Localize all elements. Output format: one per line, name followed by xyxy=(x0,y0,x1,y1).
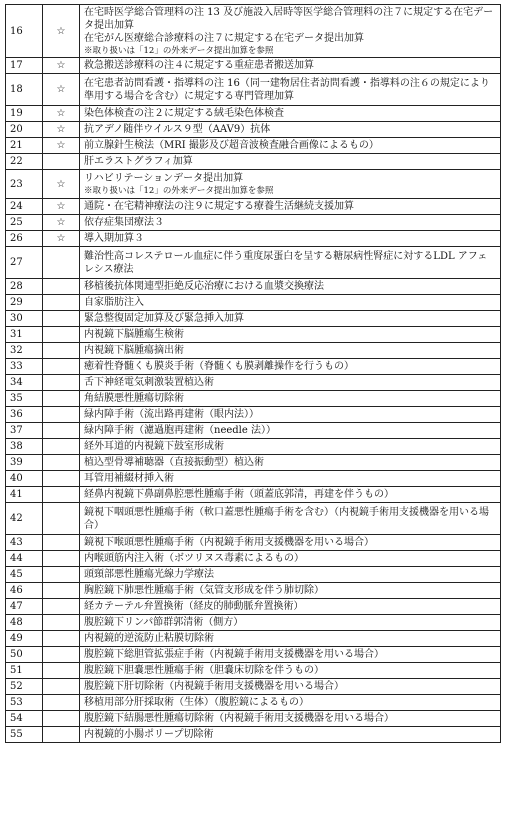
star-mark xyxy=(43,311,80,327)
item-name xyxy=(80,503,501,535)
row-number: 28 xyxy=(6,279,43,295)
table-row xyxy=(6,695,501,711)
item-name xyxy=(80,423,501,439)
item-name xyxy=(80,487,501,503)
item-name-line: 肝エラストグラフィ加算 xyxy=(84,156,193,167)
item-name-line: 在宅時医学総合管理料の注 13 及び施設入居時等医学総合管理料の注７に規定する在宅データ提出加算 xyxy=(84,6,494,31)
table-row xyxy=(6,551,501,567)
item-name xyxy=(80,439,501,455)
row-number: 54 xyxy=(6,711,43,727)
table-row xyxy=(6,311,501,327)
item-name xyxy=(80,711,501,727)
table-row xyxy=(6,343,501,359)
star-mark xyxy=(43,359,80,375)
table-row xyxy=(6,711,501,727)
row-number: 52 xyxy=(6,679,43,695)
star-mark: ☆ xyxy=(43,231,80,247)
item-name xyxy=(80,599,501,615)
star-mark xyxy=(43,455,80,471)
item-name-line: 腹腔鏡下総胆管拡張症手術（内視鏡手術用支援機器を用いる場合） xyxy=(84,649,384,660)
item-name-line: 自家脂肪注入 xyxy=(84,297,144,308)
table-row xyxy=(6,154,501,170)
item-name-line: 染色体検査の注２に規定する絨毛染色体検査 xyxy=(84,108,284,119)
star-mark xyxy=(43,663,80,679)
item-name xyxy=(80,199,501,215)
item-name xyxy=(80,695,501,711)
star-mark xyxy=(43,631,80,647)
star-mark xyxy=(43,391,80,407)
table-row xyxy=(6,631,501,647)
item-name-line: 癒着性脊髄くも膜炎手術（脊髄くも膜剥離操作を行うもの） xyxy=(84,361,354,372)
item-name xyxy=(80,631,501,647)
table-row xyxy=(6,375,501,391)
item-name-line: 在宅がん医療総合診療料の注７に規定する在宅データ提出加算 xyxy=(84,32,364,44)
item-name-line: 内視鏡的小腸ポリープ切除術 xyxy=(84,729,214,740)
star-mark: ☆ xyxy=(43,58,80,74)
table-row xyxy=(6,295,501,311)
row-number: 36 xyxy=(6,407,43,423)
star-mark xyxy=(43,439,80,455)
item-name-line: 難治性高コレステロール血症に伴う重度尿蛋白を呈する糖尿病性腎症に対するLDL アフェレシス療法 xyxy=(84,250,488,275)
item-name-line: 腹腔鏡下リンパ節群郭清術（側方） xyxy=(84,617,244,628)
table-row xyxy=(6,231,501,247)
table-row xyxy=(6,359,501,375)
row-number: 27 xyxy=(6,247,43,279)
item-name-line: 通院・在宅精神療法の注９に規定する療養生活継続支援加算 xyxy=(84,201,354,212)
item-name xyxy=(80,138,501,154)
row-number: 30 xyxy=(6,311,43,327)
item-name xyxy=(80,471,501,487)
row-number: 23 xyxy=(6,170,43,199)
table-row xyxy=(6,535,501,551)
star-mark xyxy=(43,327,80,343)
item-name-line: 腹腔鏡下肝切除術（内視鏡手術用支援機器を用いる場合） xyxy=(84,681,344,692)
item-name xyxy=(80,106,501,122)
star-mark: ☆ xyxy=(43,74,80,106)
item-name xyxy=(80,375,501,391)
item-name-line: 耳管用補綴材挿入術 xyxy=(84,473,174,484)
star-mark xyxy=(43,727,80,743)
item-name-line: 緊急整復固定加算及び緊急挿入加算 xyxy=(84,313,244,324)
star-mark: ☆ xyxy=(43,106,80,122)
table-row xyxy=(6,647,501,663)
star-mark: ☆ xyxy=(43,215,80,231)
item-name xyxy=(80,551,501,567)
item-name xyxy=(80,663,501,679)
item-name-line: 頭頸部悪性腫瘍光線力学療法 xyxy=(84,569,214,580)
table-row xyxy=(6,487,501,503)
row-number: 33 xyxy=(6,359,43,375)
star-mark xyxy=(43,679,80,695)
row-number: 35 xyxy=(6,391,43,407)
facility-standards-table xyxy=(5,4,501,743)
row-number: 50 xyxy=(6,647,43,663)
table-row xyxy=(6,423,501,439)
row-number: 18 xyxy=(6,74,43,106)
table-row xyxy=(6,439,501,455)
star-mark xyxy=(43,599,80,615)
item-name-line: 内視鏡下脳腫瘍摘出術 xyxy=(84,345,184,356)
row-number: 21 xyxy=(6,138,43,154)
star-mark xyxy=(43,471,80,487)
row-number: 24 xyxy=(6,199,43,215)
item-name-line: 導入期加算３ xyxy=(84,233,144,244)
star-mark xyxy=(43,154,80,170)
item-name xyxy=(80,455,501,471)
item-name xyxy=(80,170,501,199)
star-mark xyxy=(43,551,80,567)
item-name-line: 依存症集団療法３ xyxy=(84,217,164,228)
table-row xyxy=(6,247,501,279)
table-row xyxy=(6,599,501,615)
item-name xyxy=(80,535,501,551)
item-name xyxy=(80,407,501,423)
star-mark xyxy=(43,503,80,535)
row-number: 48 xyxy=(6,615,43,631)
star-mark xyxy=(43,583,80,599)
item-name-line: 内喉頭筋内注入術（ボツリヌス毒素によるもの） xyxy=(84,553,304,564)
row-number: 19 xyxy=(6,106,43,122)
item-name xyxy=(80,154,501,170)
item-name-line: 胸腔鏡下肺悪性腫瘍手術（気管支形成を伴う肺切除） xyxy=(84,585,324,596)
row-number: 53 xyxy=(6,695,43,711)
item-name-line: 植込型骨導補聴器（直接振動型）植込術 xyxy=(84,457,264,468)
item-name-line: 内視鏡下脳腫瘍生検術 xyxy=(84,329,184,340)
item-note: ※取り扱いは「12」の外来データ提出加算を参照 xyxy=(84,45,274,56)
row-number: 39 xyxy=(6,455,43,471)
table-row xyxy=(6,279,501,295)
table-row xyxy=(6,58,501,74)
row-number: 43 xyxy=(6,535,43,551)
row-number: 31 xyxy=(6,327,43,343)
star-mark: ☆ xyxy=(43,199,80,215)
star-mark xyxy=(43,423,80,439)
item-name-line: 腹腔鏡下結腸悪性腫瘍切除術（内視鏡手術用支援機器を用いる場合） xyxy=(84,713,394,724)
row-number: 51 xyxy=(6,663,43,679)
table-row xyxy=(6,567,501,583)
item-name-line: 前立腺針生検法（MRI 撮影及び超音波検査融合画像によるもの） xyxy=(84,140,379,151)
item-name-line: 緑内障手術（流出路再建術（眼内法）） xyxy=(84,409,259,420)
table-row xyxy=(6,503,501,535)
item-name xyxy=(80,5,501,58)
item-name-line: 移植用部分肝採取術（生体）（腹腔鏡によるもの） xyxy=(84,697,309,708)
item-name xyxy=(80,359,501,375)
star-mark: ☆ xyxy=(43,170,80,199)
row-number: 41 xyxy=(6,487,43,503)
row-number: 49 xyxy=(6,631,43,647)
item-name-line: 舌下神経電気刺激装置植込術 xyxy=(84,377,214,388)
item-name xyxy=(80,279,501,295)
row-number: 38 xyxy=(6,439,43,455)
star-mark xyxy=(43,615,80,631)
table-row xyxy=(6,215,501,231)
item-name xyxy=(80,311,501,327)
row-number: 44 xyxy=(6,551,43,567)
table-row xyxy=(6,74,501,106)
item-name-line: 鏡視下咽頭悪性腫瘍手術（軟口蓋悪性腫瘍手術を含む）（内視鏡手術用支援機器を用いる場合） xyxy=(84,506,489,531)
row-number: 45 xyxy=(6,567,43,583)
item-name xyxy=(80,679,501,695)
star-mark: ☆ xyxy=(43,138,80,154)
item-name xyxy=(80,615,501,631)
item-name xyxy=(80,247,501,279)
table-row xyxy=(6,106,501,122)
item-name-line: 移植後抗体関連型拒絶反応治療における血漿交換療法 xyxy=(84,281,324,292)
row-number: 17 xyxy=(6,58,43,74)
item-note: ※取り扱いは「12」の外来データ提出加算を参照 xyxy=(84,185,274,196)
item-name-line: 角結膜悪性腫瘍切除術 xyxy=(84,393,184,404)
star-mark xyxy=(43,343,80,359)
item-name-line: 経外耳道的内視鏡下鼓室形成術 xyxy=(84,441,224,452)
table-row xyxy=(6,199,501,215)
table-row xyxy=(6,727,501,743)
table-row xyxy=(6,5,501,58)
item-name xyxy=(80,727,501,743)
item-name xyxy=(80,122,501,138)
row-number: 29 xyxy=(6,295,43,311)
table-row xyxy=(6,122,501,138)
item-name-line: 緑内障手術（濾過胞再建術（needle 法）） xyxy=(84,425,276,436)
row-number: 20 xyxy=(6,122,43,138)
star-mark xyxy=(43,247,80,279)
table-row xyxy=(6,583,501,599)
star-mark xyxy=(43,487,80,503)
table-row xyxy=(6,471,501,487)
item-name xyxy=(80,231,501,247)
star-mark xyxy=(43,695,80,711)
item-name-line: 腹腔鏡下胆嚢悪性腫瘍手術（胆嚢床切除を伴うもの） xyxy=(84,665,324,676)
table-row xyxy=(6,455,501,471)
star-mark xyxy=(43,535,80,551)
row-number: 32 xyxy=(6,343,43,359)
table-row xyxy=(6,615,501,631)
star-mark xyxy=(43,375,80,391)
row-number: 46 xyxy=(6,583,43,599)
star-mark xyxy=(43,711,80,727)
item-name xyxy=(80,391,501,407)
star-mark xyxy=(43,567,80,583)
item-name-line: 抗アデノ随伴ウイルス９型（AAV9）抗体 xyxy=(84,124,271,135)
star-mark xyxy=(43,407,80,423)
item-name-line: リハビリテーションデータ提出加算 xyxy=(84,172,244,184)
table-row xyxy=(6,391,501,407)
table-row xyxy=(6,138,501,154)
item-name xyxy=(80,327,501,343)
row-number: 37 xyxy=(6,423,43,439)
item-name xyxy=(80,567,501,583)
row-number: 42 xyxy=(6,503,43,535)
item-name xyxy=(80,647,501,663)
row-number: 34 xyxy=(6,375,43,391)
table-row xyxy=(6,407,501,423)
row-number: 16 xyxy=(6,5,43,58)
item-name-line: 鏡視下喉頭悪性腫瘍手術（内視鏡手術用支援機器を用いる場合） xyxy=(84,537,374,548)
item-name xyxy=(80,58,501,74)
row-number: 40 xyxy=(6,471,43,487)
star-mark: ☆ xyxy=(43,122,80,138)
row-number: 22 xyxy=(6,154,43,170)
row-number: 25 xyxy=(6,215,43,231)
star-mark xyxy=(43,647,80,663)
item-name-line: 経カテーテル弁置換術（経皮的肺動脈弁置換術） xyxy=(84,601,304,612)
item-name xyxy=(80,343,501,359)
star-mark xyxy=(43,279,80,295)
star-mark: ☆ xyxy=(43,5,80,58)
table-row xyxy=(6,679,501,695)
item-name-line: 経鼻内視鏡下鼻副鼻腔悪性腫瘍手術（頭蓋底郭清，再建を伴うもの） xyxy=(84,489,394,500)
item-name-line: 内視鏡的逆流防止粘膜切除術 xyxy=(84,633,214,644)
table-row xyxy=(6,327,501,343)
table-row xyxy=(6,663,501,679)
item-name xyxy=(80,215,501,231)
row-number: 55 xyxy=(6,727,43,743)
row-number: 26 xyxy=(6,231,43,247)
item-name-line: 在宅患者訪問看護・指導料の注 16（同一建物居住者訪問看護・指導料の注６の規定により準用する場合を含む）に規定する専門管理加算 xyxy=(84,77,490,102)
row-number: 47 xyxy=(6,599,43,615)
item-name xyxy=(80,583,501,599)
star-mark xyxy=(43,295,80,311)
item-name-line: 救急搬送診療料の注４に規定する重症患者搬送加算 xyxy=(84,60,314,71)
item-name xyxy=(80,74,501,106)
table-row xyxy=(6,170,501,199)
item-name xyxy=(80,295,501,311)
